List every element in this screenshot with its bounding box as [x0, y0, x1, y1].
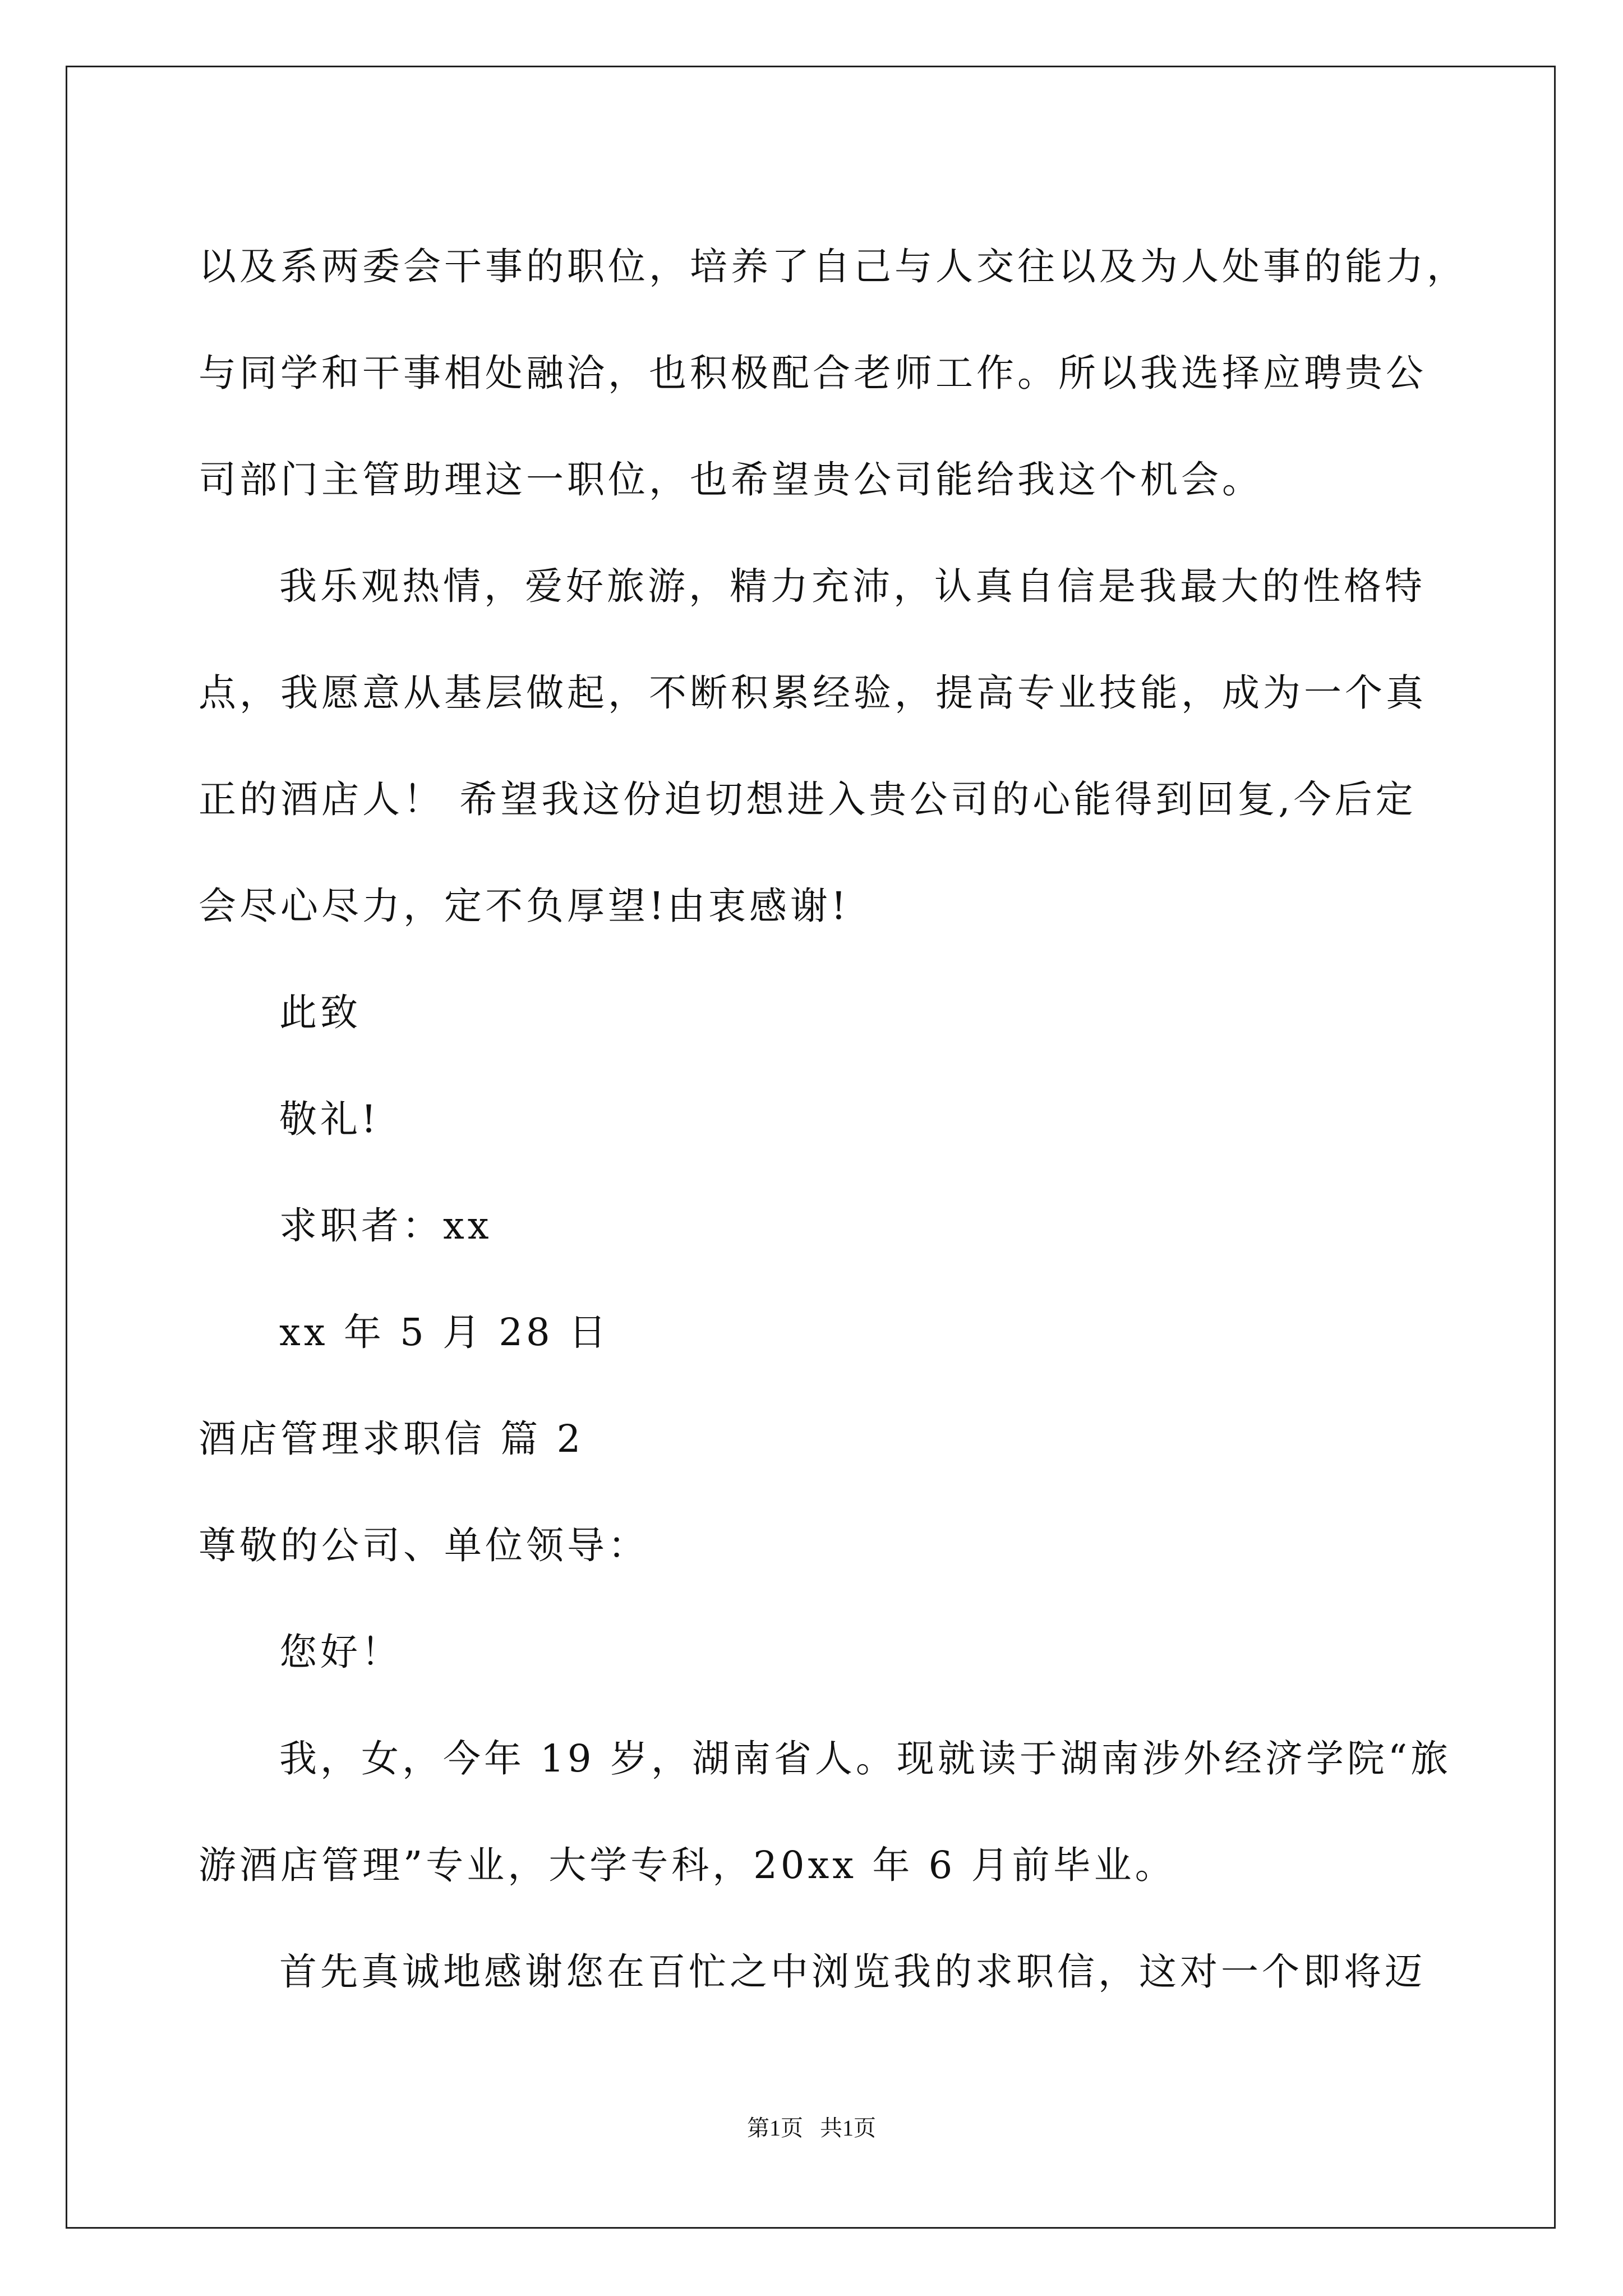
- paragraph-line: 游酒店管理”专业，大学专科，20xx 年 6 月前毕业。: [199, 1843, 1176, 1887]
- closing-salutation: 此致: [279, 991, 361, 1034]
- page-footer: 第1页 共1页: [747, 2115, 876, 2141]
- paragraph-line: 点，我愿意从基层做起，不断积累经验，提高专业技能，成为一个真: [199, 671, 1427, 715]
- paragraph-line: 首先真诚地感谢您在百忙之中浏览我的求职信，这对一个即将迈: [279, 1950, 1426, 1994]
- greeting: 您好！: [279, 1630, 402, 1674]
- paragraph-line: 我乐观热情，爱好旅游，精力充沛，认真自信是我最大的性格特: [279, 564, 1426, 608]
- closing-respect: 敬礼!: [279, 1097, 380, 1141]
- document-body: [199, 213, 1468, 2025]
- greeting-addressee: 尊敬的公司、单位领导：: [199, 1524, 649, 1567]
- paragraph-line: 正的酒店人！ 希望我这份迫切想进入贵公司的心能得到回复,今后定: [199, 777, 1417, 821]
- date-line: xx 年 5 月 28 日: [279, 1310, 610, 1354]
- section-heading: 酒店管理求职信 篇 2: [199, 1417, 584, 1461]
- paragraph-line: 以及系两委会干事的职位，培养了自己与人交往以及为人处事的能力，: [199, 245, 1468, 288]
- paragraph-line: 与同学和干事相处融洽，也积极配合老师工作。所以我选择应聘贵公: [199, 351, 1427, 395]
- paragraph-line: 我，女，今年 19 岁，湖南省人。现就读于湖南涉外经济学院“旅: [279, 1737, 1452, 1780]
- paragraph-line: 司部门主管助理这一职位，也希望贵公司能给我这个机会。: [199, 458, 1263, 501]
- signature-line: 求职者：xx: [279, 1204, 492, 1248]
- paragraph-line: 会尽心尽力，定不负厚望!由衷感谢!: [199, 884, 850, 928]
